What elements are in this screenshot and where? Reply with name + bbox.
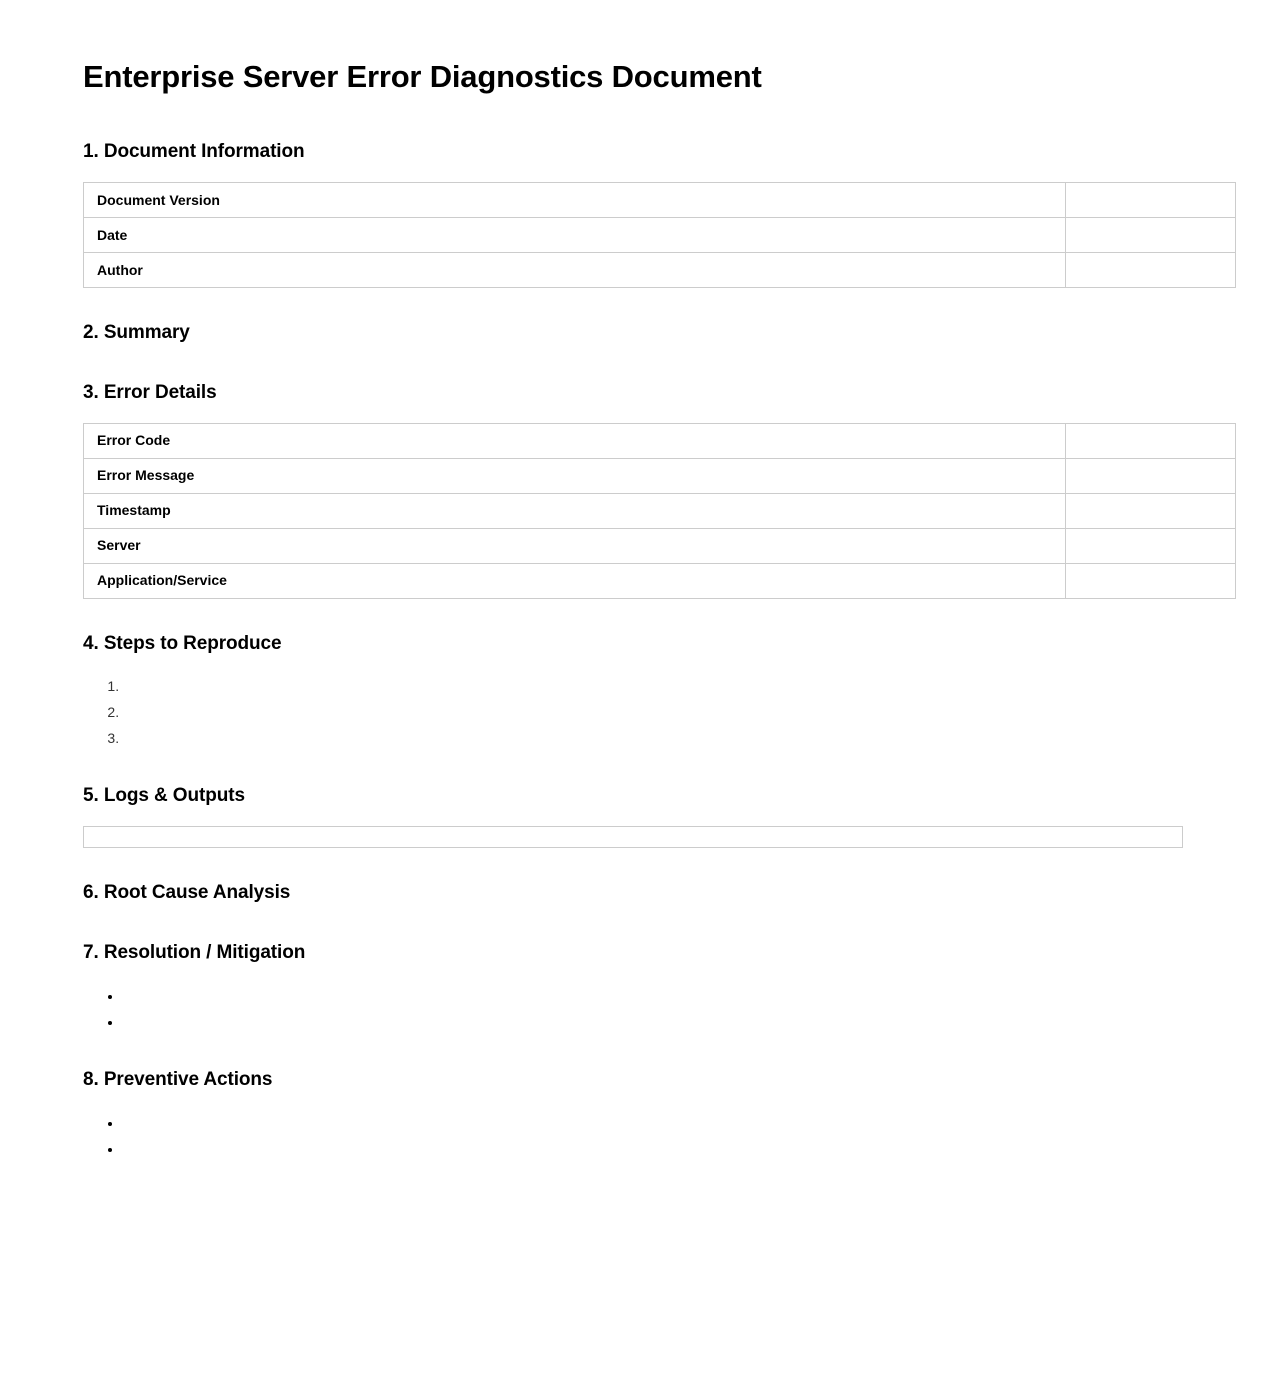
section-heading-steps-to-reproduce: 4. Steps to Reproduce [83,632,282,654]
logs-output-box[interactable] [83,826,1183,848]
section-error-details [83,382,1181,599]
table-row [84,217,1236,252]
list-item[interactable] [123,1009,1181,1035]
table-row [84,528,1236,563]
error-details-table [83,423,1236,599]
row-value[interactable] [1066,458,1236,493]
list-item[interactable] [123,699,1181,725]
document-information-table [83,182,1236,288]
row-label: Timestamp [84,493,1066,528]
section-document-information [83,141,1181,288]
section-resolution-mitigation [83,942,1181,1035]
section-heading-root-cause-analysis: 6. Root Cause Analysis [83,882,291,904]
table-row [84,563,1236,598]
list-item[interactable] [123,725,1181,751]
row-value[interactable] [1066,563,1236,598]
row-label: Error Message [84,458,1066,493]
row-label: Application/Service [84,563,1066,598]
row-label: Error Code [84,423,1066,458]
table-row [84,182,1236,217]
section-heading-error-details: 3. Error Details [83,381,217,403]
section-preventive-actions [83,1069,1181,1162]
preventive-actions-list [83,1110,1181,1162]
row-value[interactable] [1066,182,1236,217]
row-label: Server [84,528,1066,563]
row-label: Date [84,217,1066,252]
row-value[interactable] [1066,217,1236,252]
row-value[interactable] [1066,423,1236,458]
resolution-mitigation-list [83,983,1181,1035]
row-value[interactable] [1066,252,1236,287]
page-title: Enterprise Server Error Diagnostics Document [83,59,762,94]
row-label: Document Version [84,182,1066,217]
section-summary [83,322,1181,345]
list-item[interactable] [123,1110,1181,1136]
table-row [84,423,1236,458]
steps-to-reproduce-list [83,673,1181,751]
table-row [84,252,1236,287]
row-value[interactable] [1066,493,1236,528]
list-item[interactable] [123,1136,1181,1162]
section-heading-logs-and-outputs: 5. Logs & Outputs [83,785,245,807]
row-value[interactable] [1066,528,1236,563]
section-heading-document-information: 1. Document Information [83,141,305,163]
section-heading-preventive-actions: 8. Preventive Actions [83,1068,273,1090]
row-label: Author [84,252,1066,287]
section-root-cause-analysis [83,882,1181,905]
table-row [84,493,1236,528]
list-item[interactable] [123,673,1181,699]
table-row [84,458,1236,493]
section-heading-summary: 2. Summary [83,321,190,343]
section-logs-and-outputs [83,785,1181,848]
section-steps-to-reproduce [83,633,1181,752]
section-heading-resolution-mitigation: 7. Resolution / Mitigation [83,941,306,963]
list-item[interactable] [123,983,1181,1009]
